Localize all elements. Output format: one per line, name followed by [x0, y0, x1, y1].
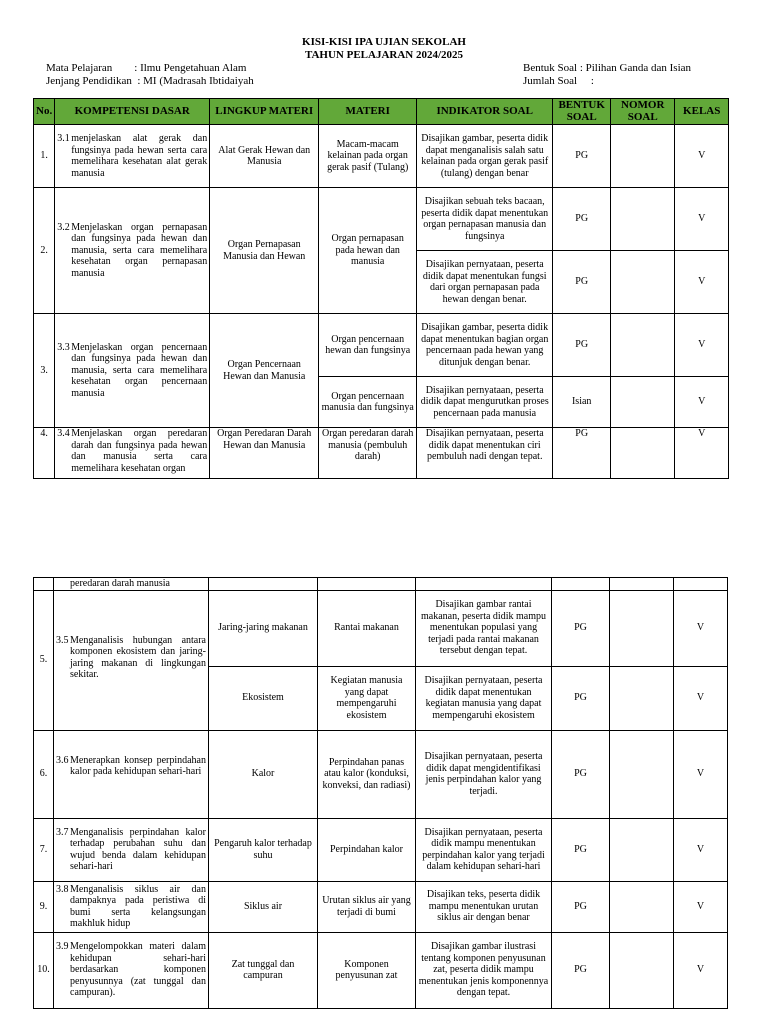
kd-text: Menganalisis perpindahan kalor terhadap perubahan suhu dan wujud benda dalam kehidupan sehari-hari	[70, 826, 206, 872]
row-kelas: V	[675, 314, 729, 377]
row-bentuk: PG	[553, 314, 611, 377]
col-no: No.	[34, 99, 55, 125]
kd-number: 3.6	[56, 754, 69, 766]
row-indikator: Disajikan pernyataan, peserta didik mampu menentukan perpindahan kalor yang terjadi dalam kehidupan sehari-hari	[416, 818, 552, 881]
kd-text: Menjelaskan organ pencernaan dan fungsinya pada hewan dan manusia, serta cara memelihara kesehatan organ pencernaan manusia	[71, 341, 208, 399]
row-nomor	[611, 377, 675, 428]
kd-text: Menjelaskan organ peredaran darah dan fungsinya pada hewan dan manusia serta cara memelihara kesehatan organ	[71, 428, 208, 474]
row-no: 7.	[34, 818, 54, 881]
col-kelas: KELAS	[675, 99, 729, 125]
kisi-kisi-table-page2	[33, 577, 728, 1009]
row-bentuk: PG	[552, 932, 610, 1008]
row-kelas: V	[674, 590, 728, 666]
mata-pelajaran: Mata Pelajaran : Ilmu Pengetahuan Alam	[46, 62, 247, 74]
row-materi: Perpindahan kalor	[318, 818, 416, 881]
row-kelas: V	[675, 125, 729, 188]
row-materi: Komponen penyusunan zat	[318, 932, 416, 1008]
row-bentuk: PG	[552, 730, 610, 818]
row-kelas: V	[674, 881, 728, 932]
row-kd	[54, 730, 209, 818]
row-lingkup: Kalor	[209, 730, 318, 818]
row-kd	[54, 578, 209, 591]
kd-number: 3.3	[57, 341, 70, 353]
row-bentuk	[552, 578, 610, 591]
header-row	[34, 99, 729, 125]
row-kelas: V	[674, 730, 728, 818]
row-kd	[54, 881, 209, 932]
row-nomor	[611, 188, 675, 251]
col-kd: KOMPETENSI DASAR	[55, 99, 210, 125]
kd-number: 3.4	[57, 428, 70, 439]
row-no: 9.	[34, 881, 54, 932]
row-nomor	[611, 314, 675, 377]
row-bentuk: PG	[553, 428, 611, 479]
doc-title: KISI-KISI IPA UJIAN SEKOLAH	[302, 36, 466, 48]
row-lingkup: Siklus air	[209, 881, 318, 932]
kd-number: 3.9	[56, 941, 69, 953]
kd-text: Mengelompokkan materi dalam kehidupan sehari-hari berdasarkan komponen penyusunnya (zat tunggal dan campuran).	[70, 941, 206, 999]
row-indikator: Disajikan pernyataan, peserta didik dapat menentukan kegiatan manusia yang dapat mempengaruhi ekosistem	[416, 666, 552, 730]
row-indikator: Disajikan teks, peserta didik mampu menentukan urutan siklus air dengan benar	[416, 881, 552, 932]
row-kelas: V	[675, 428, 729, 479]
row-no: 1.	[34, 125, 55, 188]
row-bentuk: PG	[552, 818, 610, 881]
kd-text: Menjelaskan organ pernapasan dan fungsinya pada hewan dan manusia, serta cara memelihara kesehatan organ pernapasan manusia	[71, 221, 208, 279]
row-indikator: Disajikan pernyataan, peserta didik dapat mengurutkan proses pencernaan pada manusia	[417, 377, 553, 428]
row-materi	[318, 578, 416, 591]
row-no: 3.	[34, 314, 55, 428]
row-bentuk: Isian	[553, 377, 611, 428]
row-kd	[54, 818, 209, 881]
row-materi: Organ peredaran darah manusia (pembuluh darah)	[319, 428, 417, 479]
row-lingkup: Pengaruh kalor terhadap suhu	[209, 818, 318, 881]
row-lingkup	[209, 578, 318, 591]
row-no: 5.	[34, 590, 54, 730]
row-indikator: Disajikan gambar ilustrasi tentang komponen penyusunan zat, peserta didik mampu menentukan jenis komponennya dengan tepat.	[416, 932, 552, 1008]
row-kelas: V	[675, 251, 729, 314]
row-lingkup: Organ Pencernaan Hewan dan Manusia	[210, 314, 319, 428]
kd-text: Menganalisis siklus air dan dampaknya pada peristiwa di bumi serta kelangsungan makhluk hidup	[70, 883, 206, 929]
row-nomor	[610, 666, 674, 730]
jumlah-soal-info: Jumlah Soal :	[523, 75, 594, 87]
kd-text: menjelaskan alat gerak dan fungsinya pada hewan serta cara memelihara kesehatan alat gerak manusia	[71, 133, 208, 179]
row-materi: Urutan siklus air yang terjadi di bumi	[318, 881, 416, 932]
kisi-kisi-table-page1	[33, 98, 729, 479]
doc-subtitle: TAHUN PELAJARAN 2024/2025	[304, 49, 464, 61]
row-no: 2.	[34, 188, 55, 314]
row-indikator: Disajikan sebuah teks bacaan, peserta didik dapat menentukan organ pernapasan manusia dan fungsinya	[417, 188, 553, 251]
row-bentuk: PG	[552, 666, 610, 730]
row-bentuk: PG	[552, 590, 610, 666]
table-row	[34, 818, 728, 881]
row-indikator	[416, 578, 552, 591]
table-row	[34, 932, 728, 1008]
kd-number: 3.8	[56, 883, 69, 895]
row-nomor	[610, 730, 674, 818]
table-row	[34, 125, 729, 188]
row-no: 10.	[34, 932, 54, 1008]
row-indikator: Disajikan pernyataan, peserta didik dapat mengidentifikasi jenis perpindahan kalor yang terjadi.	[416, 730, 552, 818]
kd-number	[56, 578, 70, 590]
kd-number: 3.1	[57, 133, 70, 144]
row-nomor	[611, 428, 675, 479]
table-row	[34, 590, 728, 666]
table-row	[34, 314, 729, 377]
row-lingkup: Organ Pernapasan Manusia dan Hewan	[210, 188, 319, 314]
row-kelas: V	[675, 188, 729, 251]
row-indikator: Disajikan pernyataan, peserta didik dapat menentukan fungsi dari organ pernapasan pada hewan dengan benar.	[417, 251, 553, 314]
row-lingkup: Organ Peredaran Darah Hewan dan Manusia	[210, 428, 319, 479]
kd-text: peredaran darah manusia	[70, 578, 170, 589]
row-kelas: V	[674, 666, 728, 730]
row-nomor	[610, 881, 674, 932]
row-no	[34, 578, 54, 591]
table-row	[34, 578, 728, 591]
row-kd	[55, 125, 210, 188]
row-bentuk: PG	[553, 251, 611, 314]
bentuk-soal-info: Bentuk Soal : Pilihan Ganda dan Isian	[523, 62, 692, 74]
row-bentuk: PG	[553, 188, 611, 251]
row-lingkup: Jaring-jaring makanan	[209, 590, 318, 666]
row-kelas: V	[674, 932, 728, 1008]
table-row	[34, 188, 729, 251]
row-nomor	[610, 590, 674, 666]
row-nomor	[610, 578, 674, 591]
row-kd	[55, 188, 210, 314]
kd-text: Menganalisis hubungan antara komponen ekosistem dan jaring-jaring makanan di lingkungan sekitar.	[70, 634, 206, 680]
kd-number: 3.7	[56, 826, 69, 838]
kd-number: 3.2	[57, 221, 70, 233]
row-kelas	[674, 578, 728, 591]
row-kd	[54, 932, 209, 1008]
row-bentuk: PG	[553, 125, 611, 188]
row-no: 4.	[34, 428, 55, 479]
table-row	[34, 730, 728, 818]
row-kd	[54, 590, 209, 730]
row-kelas: V	[675, 377, 729, 428]
col-indikator: INDIKATOR SOAL	[417, 99, 553, 125]
row-no: 6.	[34, 730, 54, 818]
row-materi: Perpindahan panas atau kalor (konduksi, konveksi, dan radiasi)	[318, 730, 416, 818]
row-kd	[55, 428, 210, 479]
row-nomor	[610, 932, 674, 1008]
col-lingkup: LINGKUP MATERI	[210, 99, 319, 125]
row-indikator: Disajikan gambar rantai makanan, peserta didik mampu menentukan populasi yang terjadi pada rantai makanan tersebut dengan tepat.	[416, 590, 552, 666]
row-materi: Organ pencernaan manusia dan fungsinya	[319, 377, 417, 428]
row-indikator: Disajikan gambar, peserta didik dapat menganalisis salah satu kelainan pada organ gerak pasif (tulang) dengan benar	[417, 125, 553, 188]
row-lingkup: Alat Gerak Hewan dan Manusia	[210, 125, 319, 188]
kd-number: 3.5	[56, 634, 69, 646]
row-materi: Macam-macam kelainan pada organ gerak pasif (Tulang)	[319, 125, 417, 188]
row-bentuk: PG	[552, 881, 610, 932]
row-materi: Organ pernapasan pada hewan dan manusia	[319, 188, 417, 314]
col-bentuk: BENTUK SOAL	[553, 99, 611, 125]
row-materi: Rantai makanan	[318, 590, 416, 666]
row-indikator: Disajikan pernyataan, peserta didik dapat menentukan ciri pembuluh nadi dengan tepat.	[417, 428, 553, 479]
table-row	[34, 428, 729, 479]
kd-text: Menerapkan konsep perpindahan kalor pada kehidupan sehari-hari	[70, 754, 206, 777]
row-materi: Kegiatan manusia yang dapat mempengaruhi ekosistem	[318, 666, 416, 730]
row-nomor	[611, 125, 675, 188]
col-nomor: NOMOR SOAL	[611, 99, 675, 125]
row-lingkup: Ekosistem	[209, 666, 318, 730]
row-kelas: V	[674, 818, 728, 881]
row-nomor	[611, 251, 675, 314]
row-nomor	[610, 818, 674, 881]
table-row	[34, 881, 728, 932]
row-materi: Organ pencernaan hewan dan fungsinya	[319, 314, 417, 377]
jenjang-pendidikan: Jenjang Pendidikan : MI (Madrasah Ibtidaiyah	[46, 75, 254, 87]
col-materi: MATERI	[319, 99, 417, 125]
row-kd	[55, 314, 210, 428]
row-indikator: Disajikan gambar, peserta didik dapat menentukan bagian organ pencernaan pada hewan yang ditunjuk dengan benar.	[417, 314, 553, 377]
row-lingkup: Zat tunggal dan campuran	[209, 932, 318, 1008]
